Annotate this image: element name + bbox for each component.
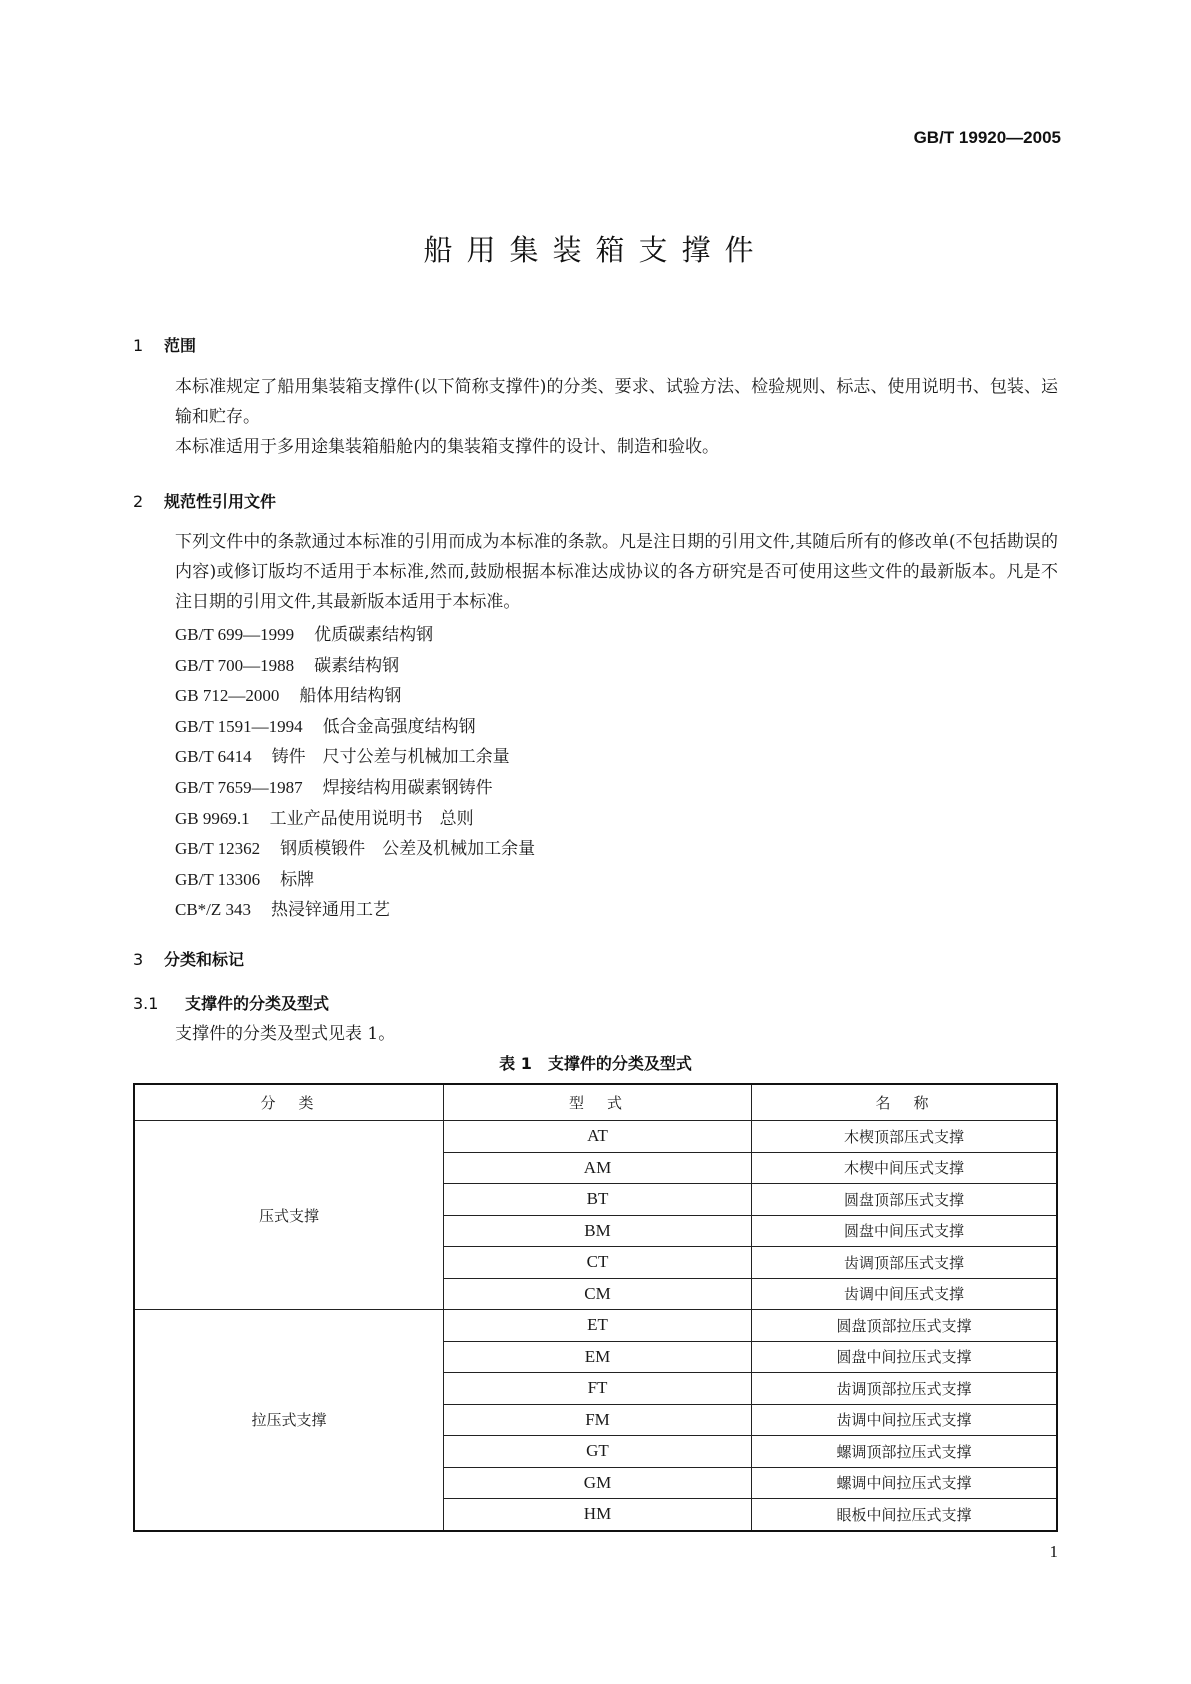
reference-code: GB/T 699—1999 [175,625,295,644]
section-title: 规范性引用文件 [164,492,277,511]
header-type: 型 式 [444,1084,752,1121]
reference-title: 碳素结构钢 [314,655,400,676]
reference-item [175,895,535,926]
section-1-heading [133,333,196,356]
type-cell: FM [444,1404,752,1436]
reference-list [175,620,535,926]
header-name: 名 称 [752,1084,1058,1121]
reference-title: 钢质模锻件 公差及机械加工余量 [280,839,536,860]
reference-title: 热浸锌通用工艺 [271,900,391,921]
section-title: 支撑件的分类及型式 [185,994,330,1013]
reference-item [175,804,535,835]
type-cell: BM [444,1215,752,1247]
reference-item [175,651,535,682]
paragraph-text: 本标准适用于多用途集装箱船舱内的集装箱支撑件的设计、制造和验收。 [175,437,719,457]
category-cell: 拉压式支撑 [134,1310,444,1531]
section-title: 分类和标记 [164,950,245,969]
reference-item [175,865,535,896]
name-cell: 齿调顶部压式支撑 [752,1247,1058,1279]
standard-number: GB/T 19920—2005 [913,128,1061,147]
reference-title: 标牌 [280,869,315,890]
reference-item [175,742,535,773]
reference-code: GB/T 6414 [175,747,252,767]
section-number: 1 [133,336,144,355]
type-cell: FT [444,1373,752,1405]
name-cell: 齿调顶部拉压式支撑 [752,1373,1058,1405]
table-caption: 表 1 支撑件的分类及型式 [499,1054,692,1073]
section-number: 2 [133,492,144,511]
category-cell: 压式支撑 [134,1121,444,1310]
type-cell: CM [444,1278,752,1310]
reference-code: CB*/Z 343 [175,900,252,920]
table-row [134,1121,1057,1153]
name-cell: 眼板中间拉压式支撑 [752,1499,1058,1531]
type-cell: HM [444,1499,752,1531]
section-2-heading [133,489,276,512]
reference-code: GB/T 12362 [175,839,261,859]
type-cell: ET [444,1310,752,1342]
name-cell: 木楔顶部压式支撑 [752,1121,1058,1153]
reference-code: GB 712—2000 [175,686,280,706]
page-number: 1 [1049,1542,1058,1561]
type-cell: GM [444,1467,752,1499]
page-title: 船用集装箱支撑件 [423,233,768,267]
section-number: 3.1 [133,994,159,1013]
reference-title: 工业产品使用说明书 总则 [269,808,474,829]
type-cell: EM [444,1341,752,1373]
section-title: 范围 [164,336,197,355]
classification-table [133,1083,1058,1532]
name-cell: 圆盘顶部压式支撑 [752,1184,1058,1216]
type-cell: AT [444,1121,752,1153]
reference-item [175,834,535,865]
reference-code: GB/T 7659—1987 [175,777,303,797]
type-cell: AM [444,1152,752,1184]
type-cell: GT [444,1436,752,1468]
section-2-paragraph-1 [133,527,1058,617]
reference-item [175,773,535,804]
type-cell: CT [444,1247,752,1279]
header-category: 分 类 [134,1084,444,1121]
reference-code: GB/T 13306 [175,869,261,889]
reference-item [175,620,535,651]
section-1-paragraph-2 [133,432,1058,462]
type-cell: BT [444,1184,752,1216]
reference-title: 焊接结构用碳素钢铸件 [322,777,493,798]
section-number: 3 [133,950,144,969]
name-cell: 木楔中间压式支撑 [752,1152,1058,1184]
name-cell: 齿调中间拉压式支撑 [752,1404,1058,1436]
reference-title: 铸件 尺寸公差与机械加工余量 [271,747,510,768]
reference-code: GB 9969.1 [175,808,250,828]
reference-code: GB/T 700—1988 [175,655,295,675]
paragraph-text: 下列文件中的条款通过本标准的引用而成为本标准的条款。凡是注日期的引用文件,其随后所有的修改单(不包括勘误的内容)或修订版均不适用于本标准,然而,鼓励根据本标准达成协议的各方研究是否可使用这些文件的最新版本。凡是不注日期的引用文件,其最新版本适用于本标准。 [175,532,1058,612]
section-3-1-heading [133,991,329,1014]
name-cell: 圆盘顶部拉压式支撑 [752,1310,1058,1342]
reference-item [175,681,535,712]
name-cell: 齿调中间压式支撑 [752,1278,1058,1310]
reference-item [175,712,535,743]
reference-title: 优质碳素结构钢 [314,625,434,645]
name-cell: 圆盘中间拉压式支撑 [752,1341,1058,1373]
table-row [134,1310,1057,1342]
reference-code: GB/T 1591—1994 [175,716,303,736]
name-cell: 圆盘中间压式支撑 [752,1215,1058,1247]
name-cell: 螺调中间拉压式支撑 [752,1467,1058,1499]
reference-title: 船体用结构钢 [299,686,402,707]
table-header-row [134,1084,1057,1121]
section-1-paragraph-1 [133,372,1058,432]
paragraph-text: 本标准规定了船用集装箱支撑件(以下简称支撑件)的分类、要求、试验方法、检验规则、标志、使用说明书、包装、运输和贮存。 [175,377,1058,427]
reference-title: 低合金高强度结构钢 [322,716,476,737]
section-3-1-paragraph: 支撑件的分类及型式见表 1。 [175,1024,396,1044]
section-3-heading [133,947,244,970]
name-cell: 螺调顶部拉压式支撑 [752,1436,1058,1468]
